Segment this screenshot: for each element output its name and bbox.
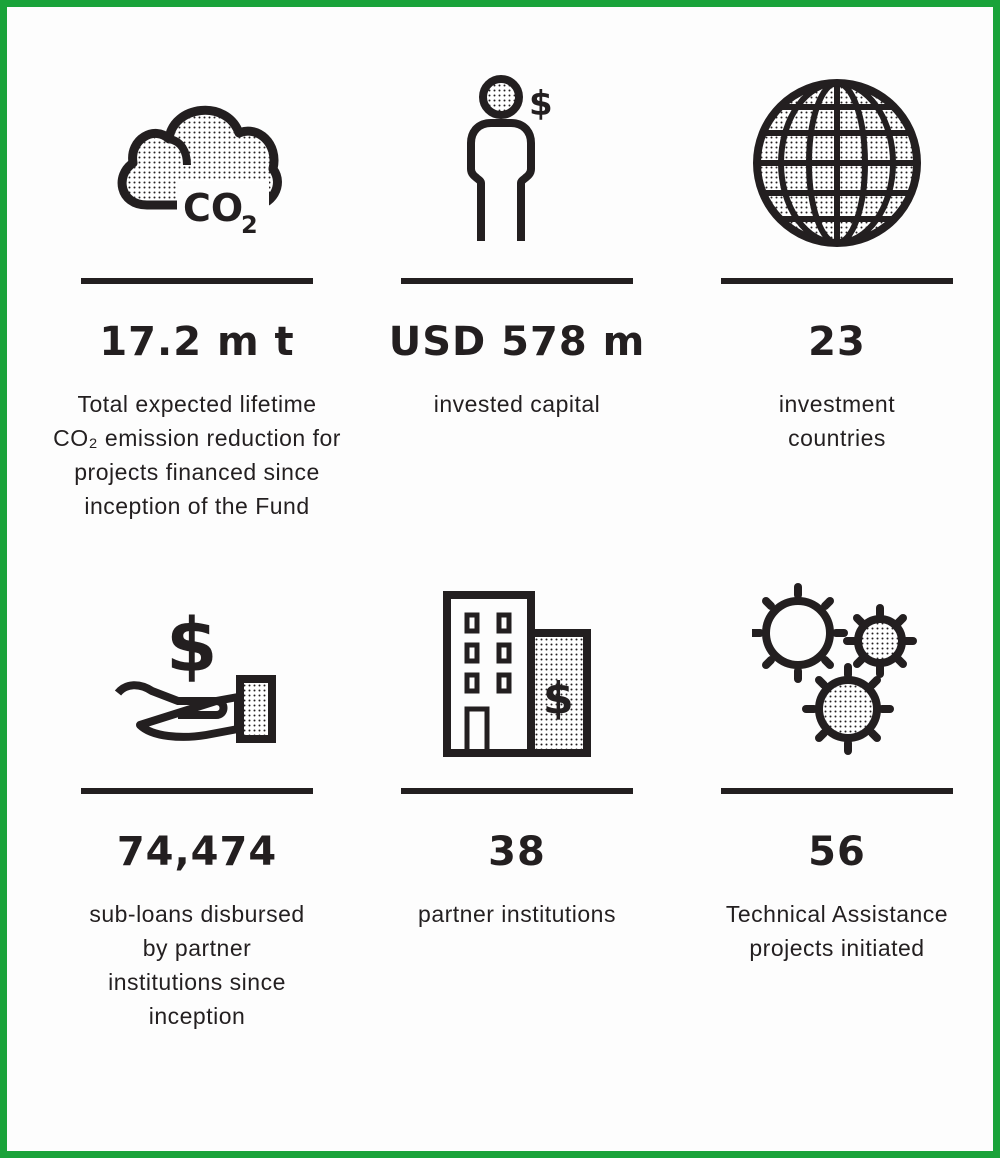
stat-description: sub-loans disbursed by partner institutions since inception [89, 901, 305, 1029]
stat-description: Total expected lifetime CO₂ emission reduction for projects financed since inception of the Fund [53, 391, 341, 519]
stat-value: 17.2 m t [99, 319, 295, 365]
stat-description: investment countries [778, 391, 896, 451]
divider [721, 788, 953, 794]
divider [81, 278, 313, 284]
investor-person-icon [457, 73, 577, 250]
divider [81, 788, 313, 794]
dollar-sign: $ [543, 673, 574, 724]
stat-description: invested capital [433, 391, 601, 417]
divider [401, 278, 633, 284]
stat-value: USD 578 m [388, 319, 646, 365]
divider [721, 278, 953, 284]
money-hand-icon [112, 593, 282, 754]
co2-label: CO [183, 186, 244, 230]
co2-cloud-icon [107, 95, 287, 250]
stat-value: 38 [488, 829, 546, 875]
divider [401, 788, 633, 794]
co2-subscript: 2 [241, 211, 258, 239]
globe-icon [749, 75, 925, 256]
stat-value: 74,474 [116, 829, 278, 875]
stat-value: 23 [808, 319, 866, 365]
dollar-sign: $ [529, 84, 553, 124]
bank-building-icon [439, 587, 595, 762]
stat-description: Technical Assistance projects initiated [725, 901, 949, 961]
gears-icon [752, 581, 922, 762]
stat-value: 56 [808, 829, 866, 875]
dollar-sign: $ [166, 603, 218, 689]
stat-description: partner institutions [418, 901, 616, 927]
